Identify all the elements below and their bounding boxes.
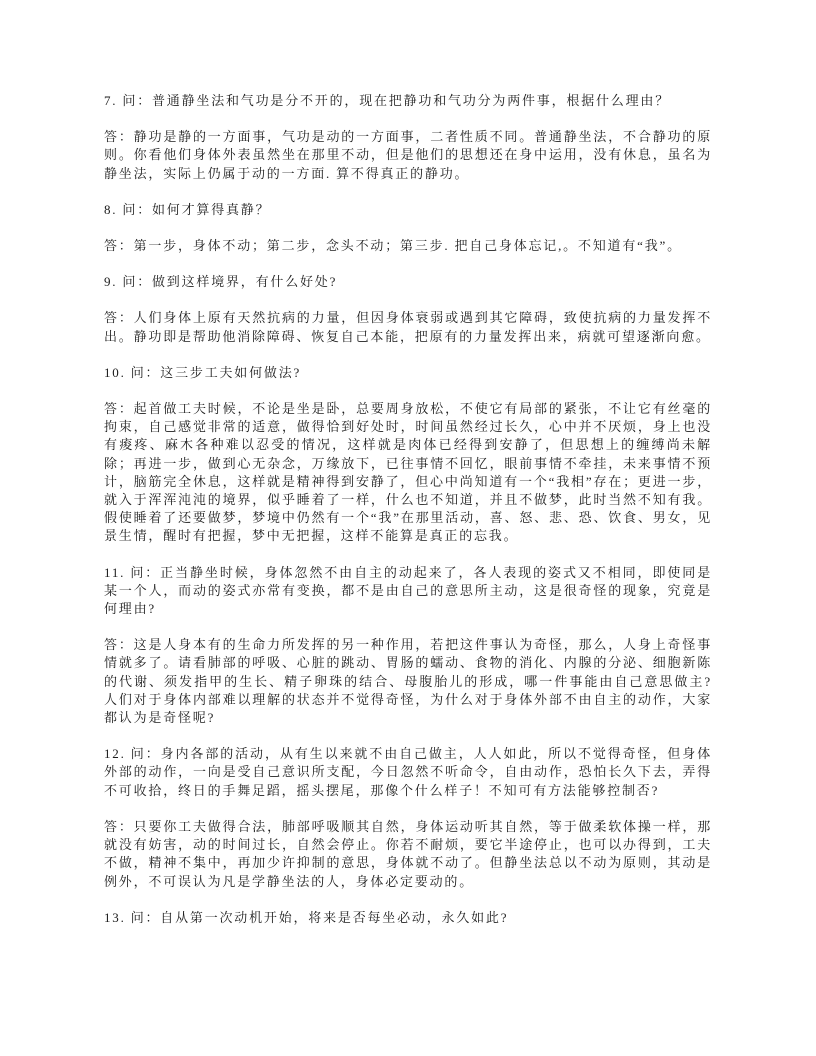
- answer-paragraph-8: 答：第一步，身体不动；第二步，念头不动；第三步. 把自己身体忘记,。不知道有“我”。: [104, 238, 682, 254]
- question-paragraph-11: 11. 问：正当静坐时候，身体忽然不由自主的动起来了，各人表现的姿式又不相同，即使同是某一个人，而动的姿式亦常有变换，都不是由自己的意思所主动，这是很奇怪的现象，究竟是何理由?: [104, 564, 712, 617]
- answer-paragraph-9: 答：人们身体上原有天然抗病的力量，但因身体衰弱或遇到其它障碍，致使抗病的力量发挥不出。静功即是帮助他消除障碍、恢复自己本能，把原有的力量发挥出来，病就可望逐渐向愈。: [104, 310, 712, 344]
- answer-paragraph-10: 答：起首做工夫时候，不论是坐是卧，总要周身放松，不使它有局部的紧张，不让它有丝毫的拘束，自己感觉非常的适意，做得恰到好处时，时间虽然经过长久，心中并不厌烦，身上也没有痠疼、麻木各种难以忍受的情况，这样就是肉体已经得到安静了，但思想上的缠缚尚未解除；再进一步，做到心无杂念，万缘放下，已往事情不回忆，眼前事情不牵挂，未来事情不预计，脑筋完全休息，这样就是精神得到安静了，但心中尚知道有一个“我相”存在；更进一步，就入于浑浑沌沌的境界，似乎睡着了一样，什么也不知道，并且不做梦，此时当然不知有我。假使睡着了还要做梦，梦境中仍然有一个“我”在那里活动，喜、怒、悲、恐、饮食、男女，见景生情，醒时有把握，梦中无把握，这样不能算是真正的忘我。: [104, 401, 712, 544]
- question-paragraph-7: 7. 问：普通静坐法和气功是分不开的，现在把静功和气功分为两件事，根据什么理由？: [104, 93, 671, 108]
- answer-paragraph-12: 答：只要你工夫做得合法，肺部呼吸顺其自然，身体运动听其自然，等于做柔软体操一样，那就没有妨害，动的时间过长，自然会停止。你若不耐烦，要它半途停止，也可以办得到，工夫不做，精神不集中，再加少许抑制的意思，身体就不动了。但静坐法总以不动为原则，其动是例外，不可误认为凡是学静坐法的人，身体必定要动的。: [104, 818, 712, 889]
- question-paragraph-10: 10. 问：这三步工夫如何做法?: [104, 364, 302, 380]
- answer-paragraph-11: 答：这是人身本有的生命力所发挥的另一种作用，若把这件事认为奇怪，那么，人身上奇怪事情就多了。请看肺部的呼吸、心脏的跳动、胃肠的蠕动、食物的消化、内腺的分泌、细胞新陈的代谢、须发指甲的生长、精子卵珠的结合、母腹胎儿的形成，哪一件事能由自己意思做主? 人们对于身体内部难以理解的状态并不觉得奇怪，为什么对于身体外部不由自主的动作，大家都认为是奇怪呢?: [104, 637, 712, 726]
- answer-paragraph-7: 答：静功是静的一方面事，气功是动的一方面事，二者性质不同。普通静坐法，不合静功的原则。你看他们身体外表虽然坐在那里不动，但是他们的思想还在身中运用，没有休息，虽名为静坐法，实际上仍属于动的一方面. 算不得真正的静功。: [104, 129, 712, 181]
- question-paragraph-9: 9. 问：做到这样境界，有什么好处?: [104, 274, 338, 290]
- question-paragraph-13: 13. 问：自从第一次动机开始，将来是否每坐必动，永久如此?: [104, 909, 509, 925]
- question-paragraph-8: 8. 问：如何才算得真静？: [104, 201, 271, 217]
- question-paragraph-12: 12. 问：身内各部的活动，从有生以来就不由自己做主，人人如此，所以不觉得奇怪，但身体外部的动作，一向是受自己意识所支配，今日忽然不听命令，自由动作，恐怕长久下去，弄得不可收拾，终日的手舞足蹈，摇头摆尾，那像个什么样子！不知可有方法能够控制否?: [104, 746, 712, 798]
